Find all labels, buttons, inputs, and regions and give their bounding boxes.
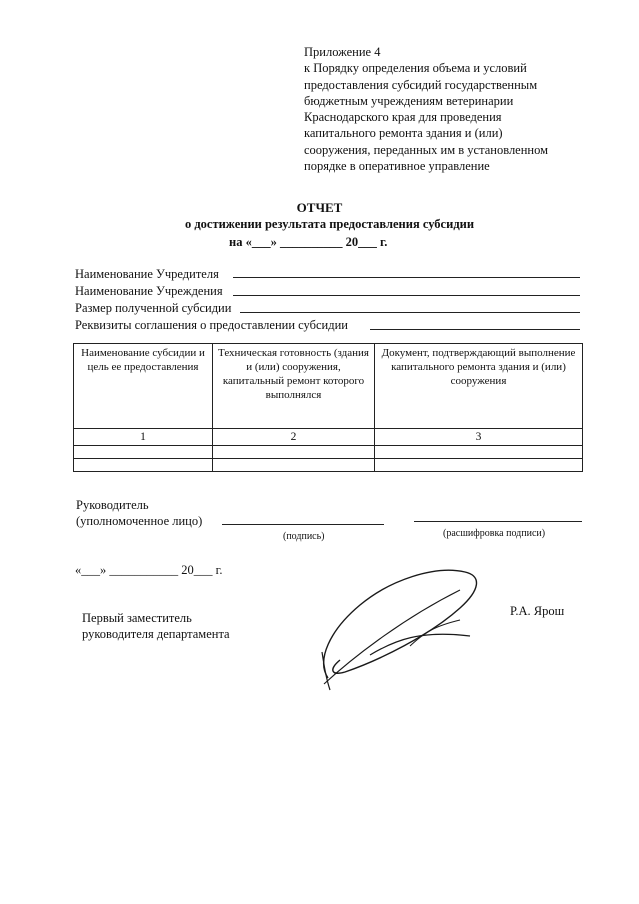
founder-line[interactable]	[233, 277, 580, 278]
appendix-line: сооружения, переданных им в установленном	[304, 142, 549, 157]
appendix-line: порядке в оперативное управление	[304, 159, 490, 174]
table-header-cell: Техническая готовность (здания и (или) сооружения, капитальный ремонт которого выполнялся	[213, 344, 375, 429]
appendix-line: предоставления субсидий государственным	[304, 77, 538, 92]
appendix-line: Краснодарского края для проведения	[304, 110, 502, 125]
subsidy-size-line[interactable]	[240, 312, 580, 313]
report-table	[73, 343, 583, 472]
table-row	[74, 429, 583, 446]
appendix-line: Приложение 4	[304, 45, 381, 59]
table-header-row	[74, 344, 583, 429]
institution-line[interactable]	[233, 295, 580, 296]
report-subtitle: о достижении результата предоставления субсидии	[184, 217, 475, 231]
table-cell[interactable]	[74, 459, 213, 472]
appendix-line: к Порядку определения объема и условий	[304, 61, 527, 76]
agreement-label: Реквизиты соглашения о предоставлении субсидии	[75, 318, 348, 332]
subsidy-size-label: Размер полученной субсидии	[75, 301, 232, 315]
signer-name: Р.А. Ярош	[510, 604, 565, 618]
signature-line[interactable]	[222, 524, 384, 525]
table-header-cell: Документ, подтверждающий выполнение капитального ремонта здания и (или) сооружения	[375, 344, 583, 429]
table-row	[74, 446, 583, 459]
table-cell[interactable]	[375, 459, 583, 472]
handwritten-signature	[310, 560, 490, 695]
founder-label: Наименование Учредителя	[75, 267, 219, 281]
table-number-cell: 2	[213, 429, 375, 446]
appendix-line: бюджетным учреждениям ветеринарии	[304, 93, 514, 108]
decode-caption: (расшифровка подписи)	[443, 528, 546, 539]
table-cell[interactable]	[213, 459, 375, 472]
institution-label: Наименование Учреждения	[75, 284, 223, 298]
table-cell[interactable]	[74, 446, 213, 459]
table-number-cell: 1	[74, 429, 213, 446]
appendix-header	[304, 44, 604, 174]
signature-date-line: «___» ___________ 20___ г.	[75, 563, 223, 577]
report-date-line: на «___» __________ 20___ г.	[229, 235, 388, 249]
appendix-line: капитального ремонта здания и (или)	[304, 126, 503, 141]
report-title: ОТЧЕТ	[296, 200, 343, 215]
authorized-person-label: (уполномоченное лицо)	[76, 514, 203, 528]
table-cell[interactable]	[213, 446, 375, 459]
table-cell[interactable]	[375, 446, 583, 459]
agreement-line[interactable]	[370, 329, 580, 330]
head-label: Руководитель	[76, 498, 149, 512]
table-header-cell: Наименование субсидии и цель ее предоставления	[74, 344, 213, 429]
signer-position-line2: руководителя департамента	[82, 627, 230, 641]
signer-position-line1: Первый заместитель	[82, 611, 192, 625]
table-number-cell: 3	[375, 429, 583, 446]
signature-decode-line[interactable]	[414, 521, 582, 522]
signature-caption: (подпись)	[283, 531, 325, 542]
table-row	[74, 459, 583, 472]
